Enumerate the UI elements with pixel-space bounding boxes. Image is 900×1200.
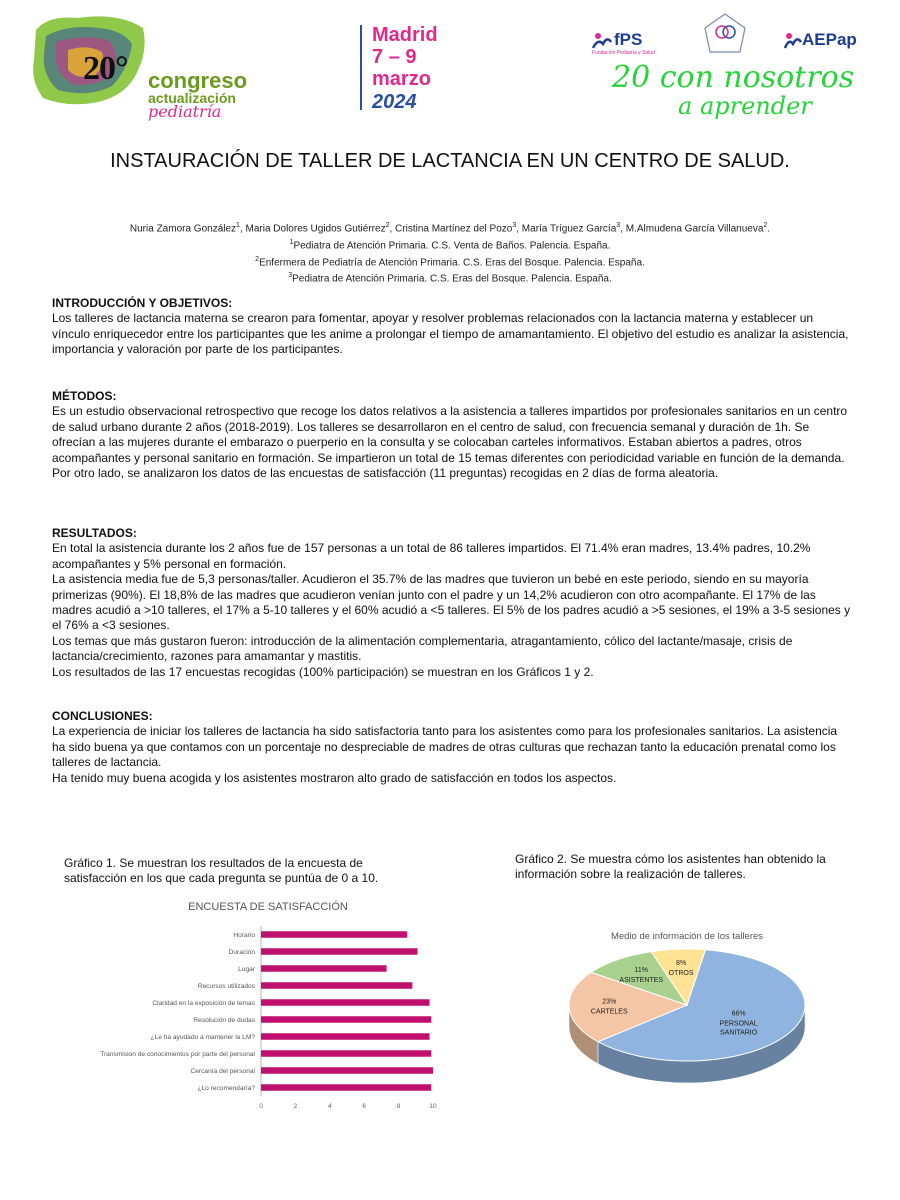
affiliation-text: Enfermera de Pediatría de Atención Primaria. C.S. Eras del Bosque. Palencia. España. <box>259 256 645 268</box>
section-paragraph: En total la asistencia durante los 2 años fue de 157 personas a un total de 86 talleres impartidos. El 71.4% eran madres, 13.4% padres, 10.2% acompañantes y 5% personal en formación. <box>52 541 811 571</box>
category-label: Cercanía del personal <box>190 1068 255 1075</box>
category-label: ¿Lo recomendaría? <box>197 1085 255 1092</box>
poster-title: INSTAURACIÓN DE TALLER DE LACTANCIA EN UN CENTRO DE SALUD. <box>110 150 790 172</box>
information-source-pie-chart <box>552 925 822 1100</box>
section-paragraph: Los temas que más gustaron fueron: introducción de la alimentación complementaria, atragantamiento, cólico del lactante/masaje, crisis de lactancia/crecimiento, razones para amamantar y mastitis. <box>52 633 793 664</box>
section-heading: MÉTODOS: <box>52 389 117 403</box>
satisfaction-bar-chart <box>58 894 448 1119</box>
figure-1-caption: Gráfico 1. Se muestran los resultados de la encuesta de satisfacción en los que cada pregunta se puntúa de 0 a 10. <box>64 856 379 886</box>
author-sup: 2 <box>763 222 768 229</box>
section-methods <box>52 389 852 481</box>
congress-logo <box>28 10 258 121</box>
x-tick-label: 6 <box>362 1103 367 1110</box>
bar <box>261 1067 433 1074</box>
x-tick-label: 10 <box>429 1103 437 1110</box>
chart-title: Medio de información de los talleres <box>610 931 764 942</box>
slogan-line-1: 20 con nosotros <box>612 60 855 95</box>
section-heading: RESULTADOS: <box>52 526 137 540</box>
affiliation-text: Pediatra de Atención Primaria. C.S. Eras del Bosque. Palencia. España. <box>292 273 612 285</box>
section-body: Es un estudio observacional retrospectivo que recoge los datos relativos a la asistencia a talleres impartidos por profesionales sanitarios en un centro de salud urbano durante 2 años (2018-2019). Los talleres se desarrollaron en el centro de salud, con frecuencia semanal y duración de 1h. Se ofrecían a las mujeres durante el embarazo o puerperio en la consulta y se colocaban carteles informativos. Estaban abiertos a padres, otros acompañantes y personal sanitario en formación. Se impartieron un total de 15 temas diferentes con periodicidad variable en función de la demanda. Por otro lado, se analizaron los datos de las encuestas de satisfacción (11 preguntas) recogidas en 2 días de forma aleatoria. <box>52 404 848 481</box>
pie-percent-label: 66% <box>731 1010 746 1018</box>
category-label: ¿Le ha ayudado a mantener la LM? <box>150 1034 255 1041</box>
date-city: Madrid <box>372 24 438 46</box>
figure-2-caption: Gráfico 2. Se muestra cómo los asistentes han obtenido la información sobre la realización de talleres. <box>515 852 826 882</box>
bar <box>261 999 430 1006</box>
bar <box>261 1016 431 1023</box>
affiliation-sup: 3 <box>288 272 293 280</box>
category-label: Claridad en la exposición de temas <box>152 1000 255 1007</box>
author-sup: 1 <box>236 222 240 229</box>
author-name: María Tríguez García <box>521 223 617 235</box>
author-sup: 3 <box>616 222 621 229</box>
x-tick-label: 8 <box>396 1103 401 1110</box>
section-paragraph: Los resultados de las 17 encuestas recogidas (100% participación) se muestran en los Gráficos 1 y 2. <box>52 664 594 679</box>
aepap-logo-icon <box>784 32 802 50</box>
pie-percent-label: 8% <box>676 960 687 968</box>
header-divider <box>360 25 362 110</box>
author-name: Maria Dolores Ugidos Gutiérrez <box>245 223 386 235</box>
section-introduction <box>52 296 852 358</box>
authors-block <box>60 219 840 286</box>
bar <box>261 931 407 938</box>
author-name: M.Almudena García Villanueva <box>625 223 764 235</box>
aepap-logo <box>784 30 874 54</box>
congress-number: 20° <box>83 50 128 87</box>
category-label: Transmision de conocimientos por parte del personal <box>100 1051 255 1058</box>
category-label: Resolución de dudas <box>193 1017 255 1024</box>
category-label: Horario <box>233 932 255 939</box>
x-tick-label: 0 <box>259 1103 263 1110</box>
author-sup: 2 <box>385 222 390 229</box>
affiliation-text: Pediatra de Atención Primaria. C.S. Venta de Baños. Palencia. España. <box>293 240 611 252</box>
chart-title: ENCUESTA DE SATISFACCIÓN <box>188 901 348 913</box>
congress-word: congreso <box>148 68 248 93</box>
affiliation-sup: 1 <box>289 238 294 246</box>
pie-category-label: ASISTENTES <box>619 977 664 985</box>
pie-category-label: OTROS <box>668 970 694 978</box>
fps-logo <box>592 30 672 60</box>
category-label: Lugar <box>238 966 255 973</box>
category-label: Duración <box>228 949 255 956</box>
author-name: Nuria Zamora González <box>129 223 237 235</box>
congress-word-actualizacion: actualización <box>148 90 236 106</box>
pie-percent-label: 11% <box>634 967 648 975</box>
x-tick-label: 4 <box>327 1103 332 1110</box>
date-month: marzo <box>372 68 431 90</box>
pie-category-label: PERSONAL <box>719 1020 758 1028</box>
bar <box>261 965 387 972</box>
aepap-logo-text: AEPap <box>802 30 857 49</box>
author-name: Cristina Martínez del Pozo <box>395 223 513 235</box>
section-conclusions <box>52 709 852 786</box>
pie-percent-label: 23% <box>602 998 617 1006</box>
author-sup: 3 <box>512 222 517 229</box>
bar <box>261 1050 431 1057</box>
association-emblem-icon <box>702 12 748 58</box>
fps-logo-icon <box>592 32 612 50</box>
bar <box>261 982 412 989</box>
date-year: 2024 <box>372 91 417 113</box>
affiliation-sup: 2 <box>255 255 260 263</box>
date-days: 7 – 9 <box>372 46 417 68</box>
pie-category-label: CARTELES <box>590 1008 628 1016</box>
fps-logo-text: fPS <box>614 30 643 49</box>
affiliation <box>60 253 840 270</box>
section-results <box>52 526 852 680</box>
congress-date <box>372 24 482 114</box>
fps-logo-subtitle: Fundación Pediatría y Salud <box>592 50 655 56</box>
slogan-line-2: a aprender <box>678 92 812 120</box>
affiliation <box>60 269 840 286</box>
section-heading: CONCLUSIONES: <box>52 709 153 723</box>
poster-header <box>0 0 900 120</box>
section-body: Los talleres de lactancia materna se crearon para fomentar, apoyar y resolver problemas relacionados con la lactancia materna y establecer un vínculo enriquecedor entre los participantes que les anime a prolongar el tiempo de amamantamiento. El objetivo del estudio es analizar la asistencia, importancia y valoración por parte de los participantes. <box>52 311 849 357</box>
congress-word-pediatria: pediatría <box>148 102 222 121</box>
affiliation <box>60 236 840 253</box>
x-tick-label: 2 <box>293 1103 298 1110</box>
bar <box>261 948 418 955</box>
bar <box>261 1084 431 1091</box>
section-paragraph: La asistencia media fue de 5,3 personas/taller. Acudieron el 35.7% de las madres que tuvieron un bebé en este periodo, siendo en su mayoría primerizas (90%). El 18,8% de las madres que acudieron venían junto con el padre y un 14,2% acudieron con otro acompañante. El 17% de las madres acudió a >10 talleres, el 17% a 5-10 talleres y el 60% acudió a <5 talleres. El 5% de los padres acudió a >5 sesiones, el 19% a 3-5 sesiones y el 76% a <3 sesiones. <box>52 572 851 633</box>
bar <box>261 1033 430 1040</box>
category-label: Recursos utilizados <box>197 983 255 990</box>
section-paragraph: Ha tenido muy buena acogida y los asistentes mostraron alto grado de satisfacción en todos los aspectos. <box>52 770 617 785</box>
section-paragraph: La experiencia de iniciar los talleres de lactancia ha sido satisfactoria tanto para los asistentes como para los profesionales sanitarios. La asistencia ha sido buena ya que contamos con un porcentaje no despreciable de madres de otras culturas que rechazan tanto la educación prenatal como los talleres de lactancia. <box>52 724 838 770</box>
section-heading: INTRODUCCIÓN Y OBJETIVOS: <box>52 296 233 310</box>
author-list: Nuria Zamora González$^1$, Maria Dolores Ugidos Gutiérrez$^2$, Cristina Martínez del Pozo$^3$, María Tríguez García$^3$, M.Almudena García Villanueva$^2$. <box>129 222 771 235</box>
pie-category-label: SANITARIO <box>719 1029 758 1037</box>
